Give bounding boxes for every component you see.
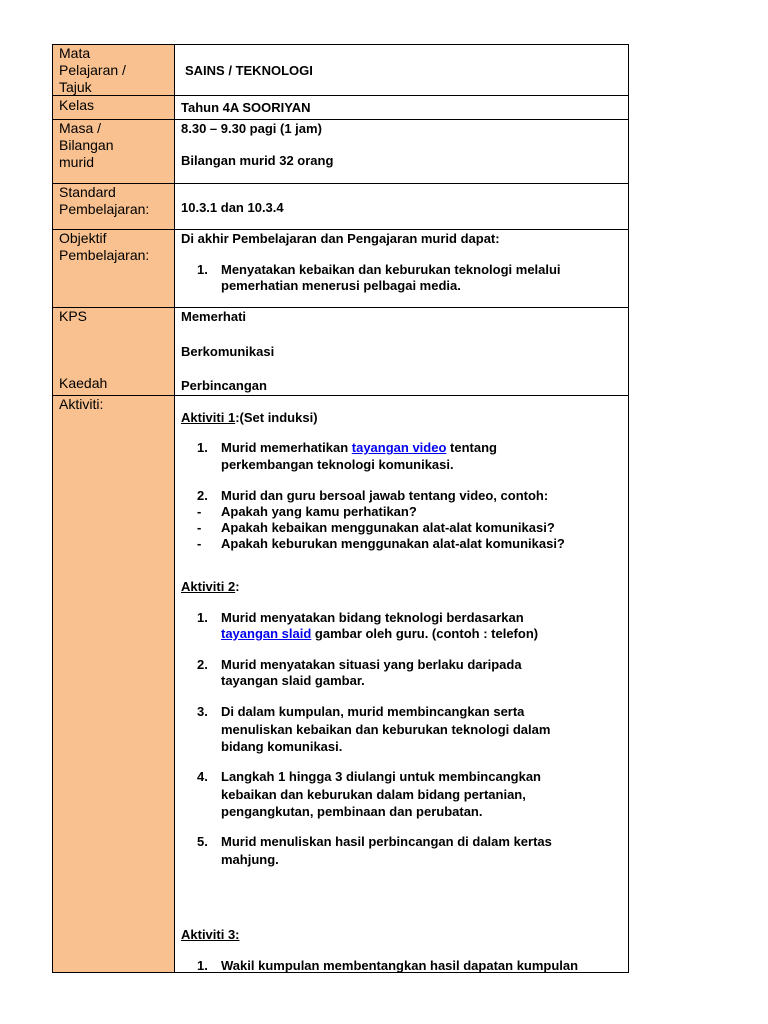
- label-time: Masa / Bilangan murid: [53, 120, 175, 183]
- row-time: [53, 120, 628, 184]
- label-activities: Aktiviti:: [53, 396, 175, 972]
- value-standard: 10.3.1 dan 10.3.4: [181, 200, 284, 215]
- label-kps: KPS Kaedah: [53, 308, 175, 395]
- value-class: Tahun 4A SOORIYAN: [181, 100, 311, 115]
- row-class: [53, 96, 628, 120]
- row-kps: [53, 308, 628, 396]
- value-activities: Aktiviti 1:(Set induksi) 1. Murid memerhatikan tayangan video tentang perkembangan teknologi komunikasi. 2. Murid dan guru bersoal jawab tentang video, contoh: - Apakah yang kamu perhatikan? - Apakah kebaikan menggunakan alat-alat komunikasi? - Apakah keburukan menggunakan alat-alat komunikasi? Aktiviti 2: 1. Murid menyatakan bidang teknologi berdasarkan tayangan slaid gambar oleh guru. (contoh : telefon) 2. Murid menyatakan situasi yang berlaku daripada tayangan slaid gambar. 3. Di dalam kumpulan, murid membincangkan serta menuliskan kebaikan dan keburukan teknologi dalam bidang komunikasi. 4. Langkah 1 hingga 3 diulangi untuk membincangkan kebaikan dan keburukan dalam bidang pertanian, pengangkutan, pembinaan dan perubatan. 5. Murid menuliskan hasil perbincangan di dalam kertas mahjung. Aktiviti 3: 1. Wakil kumpulan membentangkan hasil dapatan kumpulan: [175, 396, 628, 972]
- activity-1-item-1: Murid memerhatikan tayangan video tentang: [221, 440, 497, 455]
- label-subject: Mata Pelajaran / Tajuk: [53, 45, 175, 95]
- activity-2-item-1-line-2: tayangan slaid gambar oleh guru. (contoh : telefon): [221, 626, 539, 641]
- value-kps: Memerhati Berkomunikasi Perbincangan: [181, 309, 275, 393]
- row-objective: [53, 230, 628, 308]
- video-link[interactable]: tayangan video: [351, 440, 447, 455]
- activity-2-heading: Aktiviti 2:: [181, 579, 240, 594]
- lesson-plan-table: [52, 44, 629, 973]
- label-standard: Standard Pembelajaran:: [53, 184, 175, 229]
- slide-link[interactable]: tayangan slaid: [221, 626, 312, 641]
- value-objective: Di akhir Pembelajaran dan Pengajaran murid dapat: 1. Menyatakan kebaikan dan keburukan teknologi melalui pemerhatian menerusi pelbagai media.: [181, 231, 561, 293]
- row-subject: [53, 45, 628, 96]
- activity-1-heading: Aktiviti 1:(Set induksi): [181, 410, 318, 425]
- activity-3-heading: Aktiviti 3:: [181, 927, 240, 942]
- value-subject: SAINS / TEKNOLOGI: [185, 63, 313, 78]
- row-activities: [53, 396, 628, 972]
- label-class: Kelas: [53, 96, 175, 119]
- row-standard: [53, 184, 628, 230]
- label-objective: Objektif Pembelajaran:: [53, 230, 175, 307]
- value-time: 8.30 – 9.30 pagi (1 jam) Bilangan murid 32 orang: [181, 121, 334, 168]
